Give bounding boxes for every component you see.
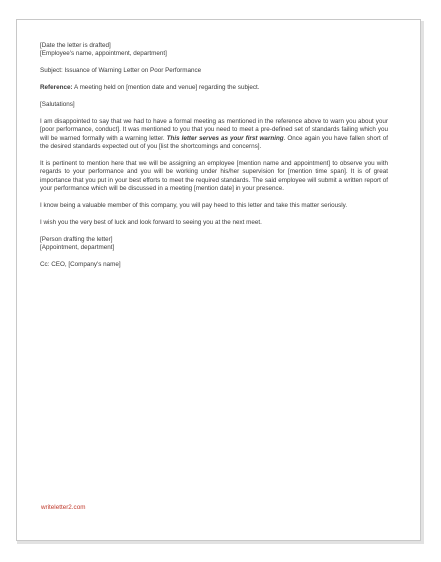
paragraph-2: It is pertinent to mention here that we will be assigning an employee [mention name and appointment] to observe you with regards to your performance and you will be working under his/her supervision for [mention time span]. It is of great importance that you put in your best efforts to meet the required standards. The said employee will submit a written report of your performance which will be discussed in a meeting [mention date] in your presence.: [40, 160, 388, 193]
paragraph-1-emphasis: This letter serves as your first warning: [166, 134, 284, 142]
letter-body: [40, 42, 388, 270]
cc-line: Cc: CEO, [Company's name]: [40, 261, 121, 269]
paragraph-1: [40, 118, 388, 151]
salutation-line: [Salutations]: [40, 101, 75, 109]
signer-title: [Appointment, department]: [40, 244, 115, 252]
reference-label: Reference:: [40, 84, 73, 92]
reference-text: A meeting held on [mention date and venue] regarding the subject.: [72, 84, 260, 92]
date-line: [Date the letter is drafted]: [40, 42, 111, 49]
paragraph-3: I know being a valuable member of this company, you will pay heed to this letter and take this matter seriously.: [40, 202, 348, 210]
footer-site-link[interactable]: writeletter2.com: [41, 504, 86, 511]
paragraph-1-start: I am disappointed to say that we had to have a formal meeting as mentioned in the reference above to warn you about your [poor performance, conduct]. It was mentioned to you that you need to meet a pre-defined set of standards failing which you will be warned formally with a warning letter.: [40, 118, 388, 142]
subject-line: Subject: Issuance of Warning Letter on Poor Performance: [40, 67, 202, 75]
recipient-line: [Employee's name, appointment, department]: [40, 50, 167, 58]
reference-line: [40, 84, 388, 92]
paragraph-4: I wish you the very best of luck and look forward to seeing you at the next meet.: [40, 218, 262, 226]
signer-name: [Person drafting the letter]: [40, 235, 113, 243]
paragraph-1-end: . Once again you have fallen short of the desired standards expected out of you [list the shortcomings and concerns].: [40, 134, 389, 151]
